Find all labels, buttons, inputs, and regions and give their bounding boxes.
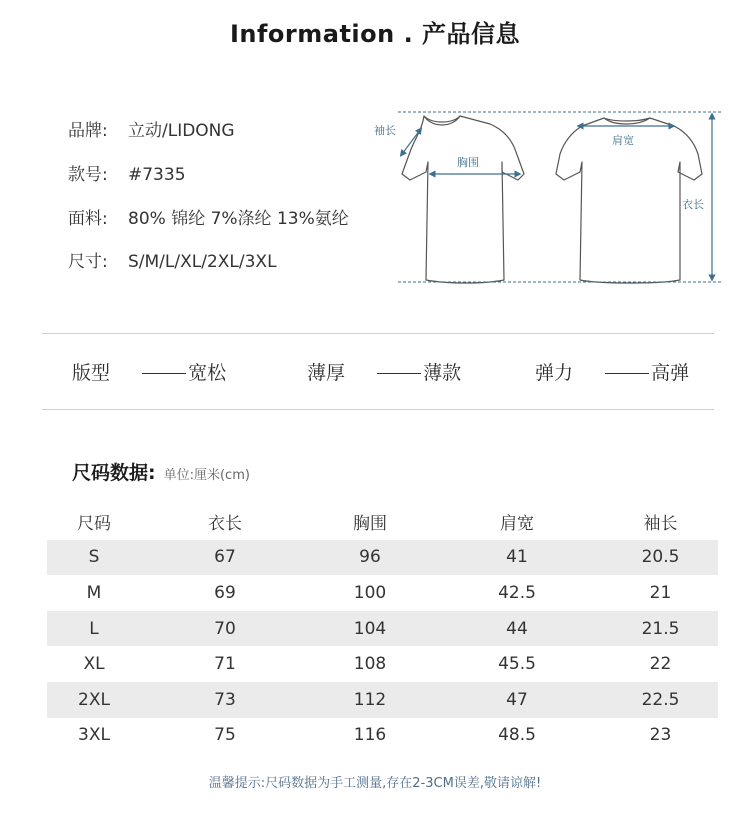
table-cell: 96 [359, 547, 381, 568]
table-cell: 100 [353, 582, 387, 603]
column-header: 肩宽 [500, 514, 534, 535]
table-cell: 116 [353, 725, 387, 746]
attr-dash [377, 373, 421, 374]
table-cell: 73 [214, 689, 236, 710]
table-cell: 21 [649, 582, 672, 603]
info-label: 面料: [68, 209, 108, 229]
info-brand [68, 116, 235, 141]
size-table [47, 504, 718, 753]
table-row [47, 682, 718, 718]
table-row [47, 718, 718, 754]
attr-value: 高弹 [651, 362, 690, 384]
attr-dash [142, 373, 186, 374]
info-sizes [68, 247, 277, 272]
attr-elasticity [535, 358, 689, 385]
info-fabric [68, 204, 349, 229]
table-cell: 23 [649, 725, 672, 746]
measurement-note: 温馨提示:尺码数据为手工测量,存在2-3CM误差,敬请谅解! [208, 776, 542, 791]
divider-top [42, 333, 714, 334]
table-cell: 70 [214, 618, 236, 639]
info-label: 尺寸: [68, 252, 108, 272]
table-cell: 112 [353, 689, 387, 710]
size-table-header [47, 504, 718, 540]
shoulder-width-label: 肩宽 [612, 134, 634, 147]
size-heading-title: 尺码数据: [72, 462, 156, 484]
table-cell: 44 [506, 618, 528, 639]
page-title: Information . 产品信息 [229, 20, 521, 48]
table-row [47, 575, 718, 611]
tshirt-measurement-diagram [368, 104, 732, 294]
info-style-number [68, 160, 186, 185]
table-cell: 41 [506, 547, 528, 568]
info-value: #7335 [128, 165, 186, 185]
table-cell: 47 [506, 689, 528, 710]
table-row [47, 646, 718, 682]
table-cell: 2XL [78, 689, 110, 710]
table-cell: 21.5 [641, 618, 680, 639]
table-cell: 45.5 [498, 654, 536, 675]
table-cell: L [89, 618, 99, 639]
table-cell: 75 [214, 725, 236, 746]
table-cell: 108 [353, 654, 387, 675]
info-label: 款号: [68, 165, 108, 185]
table-cell: 22 [649, 654, 672, 675]
attr-name: 版型 [72, 362, 111, 384]
table-cell: 104 [353, 618, 387, 639]
attr-value: 薄款 [423, 362, 462, 384]
table-cell: 48.5 [498, 725, 536, 746]
column-header: 胸围 [353, 514, 387, 535]
table-cell: 71 [214, 654, 236, 675]
attr-name: 薄厚 [307, 362, 346, 384]
table-cell: 20.5 [641, 547, 680, 568]
table-cell: 22.5 [641, 689, 680, 710]
sleeve-length-label: 袖长 [374, 124, 396, 137]
column-header: 袖长 [643, 514, 678, 535]
table-cell: S [88, 547, 100, 568]
info-value: 立动/LIDONG [128, 121, 235, 141]
attr-fit [72, 358, 226, 385]
table-row [47, 540, 718, 576]
chest-label: 胸围 [457, 156, 479, 169]
info-value: 80% 锦纶 7%涤纶 13%氨纶 [128, 209, 349, 229]
info-label: 品牌: [68, 121, 108, 141]
size-heading-unit: 单位:厘米(cm) [163, 468, 250, 483]
column-header: 尺码 [77, 514, 111, 535]
table-cell: M [86, 582, 102, 603]
table-cell: 3XL [78, 725, 110, 746]
tshirt-front-icon [402, 116, 524, 283]
attr-thickness [307, 358, 461, 385]
divider-bottom [42, 409, 714, 410]
table-cell: 42.5 [498, 582, 536, 603]
table-cell: XL [83, 654, 105, 675]
info-value: S/M/L/XL/2XL/3XL [128, 252, 277, 272]
size-data-heading [72, 458, 250, 485]
attr-value: 宽松 [188, 362, 227, 384]
body-length-label: 衣长 [682, 198, 704, 211]
table-cell: 67 [214, 547, 236, 568]
attr-name: 弹力 [535, 362, 574, 384]
table-cell: 69 [214, 582, 236, 603]
attr-dash [605, 373, 649, 374]
table-row [47, 611, 718, 647]
column-header: 衣长 [208, 514, 242, 535]
